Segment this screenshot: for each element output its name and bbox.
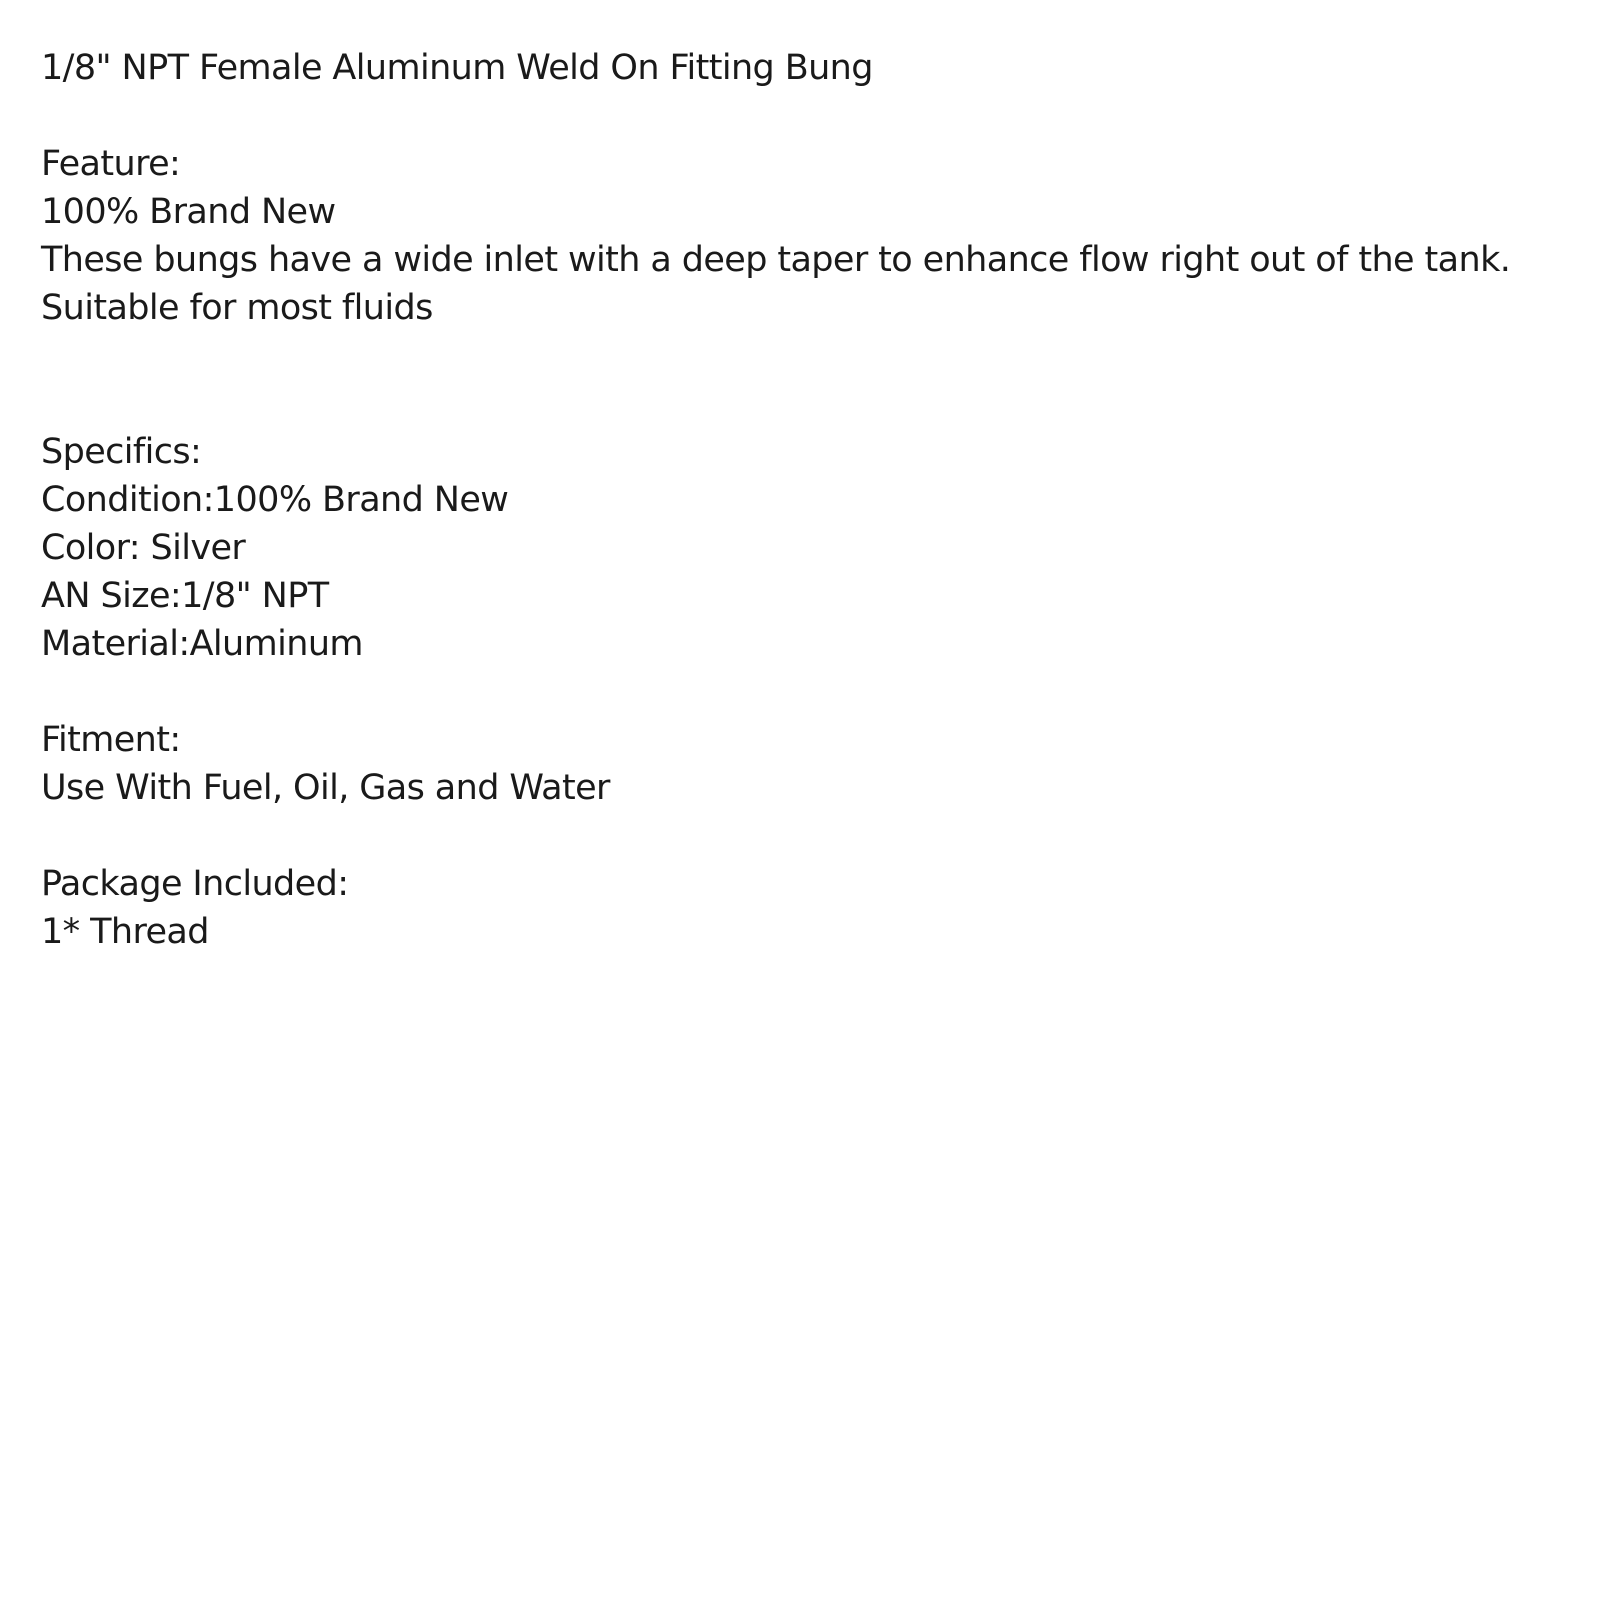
package-line: 1* Thread — [41, 912, 209, 952]
specifics-line: AN Size:1/8" NPT — [41, 576, 329, 616]
spacer — [41, 812, 1581, 860]
fitment-section — [41, 716, 1581, 812]
specifics-section — [41, 428, 1581, 668]
product-title: 1/8" NPT Female Aluminum Weld On Fitting Bung — [41, 48, 873, 88]
spacer — [41, 668, 1581, 716]
spacer — [41, 332, 1581, 428]
feature-heading: Feature: — [41, 144, 181, 184]
spacer — [41, 92, 1581, 140]
fitment-line: Use With Fuel, Oil, Gas and Water — [41, 768, 610, 808]
specifics-heading: Specifics: — [41, 432, 202, 472]
feature-line: 100% Brand New — [41, 192, 336, 232]
package-heading: Package Included: — [41, 864, 349, 904]
specifics-line: Condition:100% Brand New — [41, 480, 509, 520]
feature-line: Suitable for most fluids — [41, 288, 433, 328]
specifics-line: Color: Silver — [41, 528, 246, 568]
package-section — [41, 860, 1581, 956]
product-description — [41, 44, 1581, 956]
specifics-line: Material:Aluminum — [41, 624, 363, 664]
feature-section — [41, 140, 1581, 332]
fitment-heading: Fitment: — [41, 720, 181, 760]
feature-line: These bungs have a wide inlet with a deep taper to enhance flow right out of the tank. — [41, 240, 1511, 280]
